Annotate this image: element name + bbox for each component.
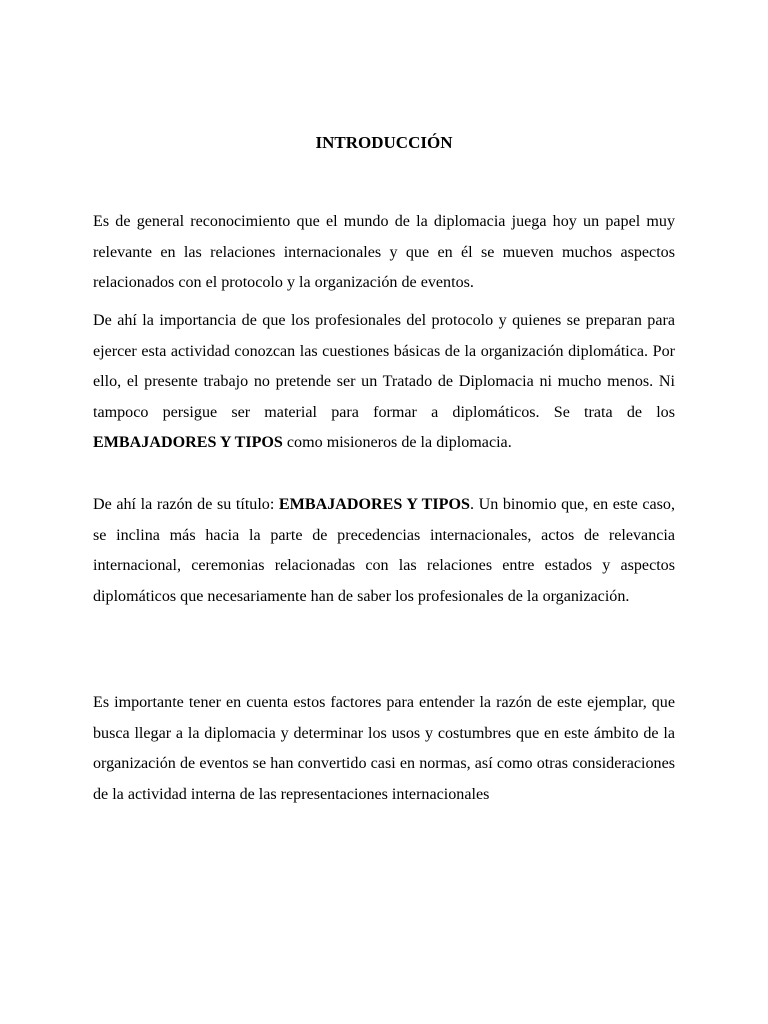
paragraph-4-text: Es importante tener en cuenta estos factores para entender la razón de este ejemplar, que busca llegar a la diplomacia y determinar los usos y costumbres que en este ámbito de la organización de eventos se han convertido casi en normas, así como otras consideraciones de la actividad interna de las representaciones internacionales [93,694,675,803]
paragraph-3 [93,490,675,612]
paragraph-2 [93,306,675,459]
paragraph-3-bold-term: EMBAJADORES Y TIPOS [278,496,470,513]
paragraph-4 [93,688,675,810]
paragraph-2-text-before: De ahí la importancia de que los profesionales del protocolo y quienes se preparan para ejercer esta actividad conozcan las cuestiones básicas de la organización diplomática. Por ello, el presente trabajo no pretende ser un Tratado de Diplomacia ni mucho menos. Ni tampoco persigue ser material para formar a diplomáticos. Se trata de los [93,312,675,421]
document-title: INTRODUCCIÓN [315,133,453,152]
paragraph-3-text-before: De ahí la razón de su título: [93,496,279,513]
paragraph-3-text-after: . Un binomio que, en este caso, se inclina más hacia la parte de precedencias internacionales, actos de relevancia internacional, ceremonias relacionadas con las relaciones entre estados y aspectos diplomáticos que necesariamente han de saber los profesionales de la organización. [93,496,675,605]
paragraph-2-text-after: como misioneros de la diplomacia. [282,434,512,451]
paragraph-2-bold-term: EMBAJADORES Y TIPOS [93,434,283,451]
paragraph-1 [93,207,675,299]
paragraph-1-text: Es de general reconocimiento que el mundo de la diplomacia juega hoy un papel muy relevante en las relaciones internacionales y que en él se mueven muchos aspectos relacionados con el protocolo y la organización de eventos. [93,213,675,291]
